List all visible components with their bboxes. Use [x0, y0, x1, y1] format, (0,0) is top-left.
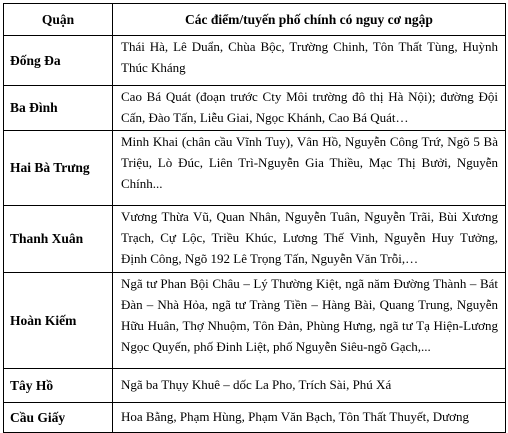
table-row [4, 403, 506, 433]
table-row [4, 369, 506, 403]
street-list: Minh Khai (chân cầu Vĩnh Tuy), Vân Hồ, Nguyễn Công Trứ, Ngõ 5 Bà Triệu, Lò Đúc, Liên Trì-Nguyễn Gia Thiều, Mạc Thị Bưởi, Nguyễn Chính... [113, 131, 506, 206]
table-row [4, 36, 506, 86]
district-name: Hoàn Kiếm [4, 273, 113, 369]
table-header-row [4, 4, 506, 36]
district-name: Thanh Xuân [4, 206, 113, 273]
table-row [4, 206, 506, 273]
header-streets: Các điểm/tuyến phố chính có nguy cơ ngập [113, 4, 506, 36]
district-name: Tây Hồ [4, 369, 113, 403]
street-list: Hoa Bằng, Phạm Hùng, Phạm Văn Bạch, Tôn Thất Thuyết, Dương [113, 403, 506, 433]
header-district: Quận [4, 4, 113, 36]
district-name: Ba Đình [4, 86, 113, 131]
street-list: Ngã ba Thụy Khuê – dốc La Pho, Trích Sài, Phú Xá [113, 369, 506, 403]
district-name: Đống Đa [4, 36, 113, 86]
flood-risk-table [3, 3, 506, 433]
table-row [4, 273, 506, 369]
table-row [4, 86, 506, 131]
street-list: Ngã tư Phan Bội Châu – Lý Thường Kiệt, ngã năm Đường Thành – Bát Đàn – Nhà Hỏa, ngã tư Tràng Tiền – Hàng Bài, Quang Trung, Nguyễn Hữu Huân, Thợ Nhuộm, Tôn Đản, Phùng Hưng, ngã tư Tạ Hiện-Lương Ngọc Quyến, phố Đinh Liệt, phố Nguyễn Siêu-ngõ Gạch,... [113, 273, 506, 369]
street-list: Vương Thừa Vũ, Quan Nhân, Nguyễn Tuân, Nguyễn Trãi, Bùi Xương Trạch, Cự Lộc, Triều Khúc, Lương Thế Vinh, Nguyễn Huy Tưởng, Định Công, Ngõ 192 Lê Trọng Tấn, Nguyễn Văn Trỗi,… [113, 206, 506, 273]
district-name: Hai Bà Trưng [4, 131, 113, 206]
street-list: Cao Bá Quát (đoạn trước Cty Môi trường đô thị Hà Nội); đường Đội Cấn, Đào Tấn, Liễu Giai, Ngọc Khánh, Cao Bá Quát… [113, 86, 506, 131]
street-list: Thái Hà, Lê Duẩn, Chùa Bộc, Trường Chinh, Tôn Thất Tùng, Huỳnh Thúc Kháng [113, 36, 506, 86]
table-row [4, 131, 506, 206]
district-name: Cầu Giấy [4, 403, 113, 433]
